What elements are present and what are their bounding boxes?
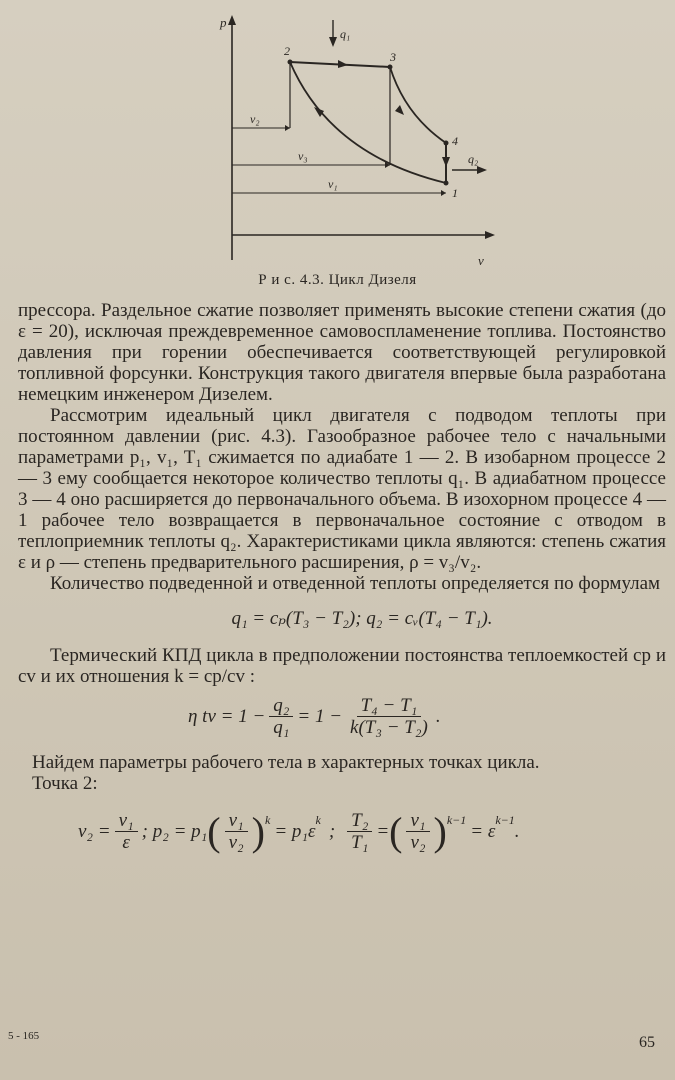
eps-result: = ε	[470, 821, 496, 842]
power-k-1-b: k−1	[495, 813, 515, 827]
t1-den: T₁	[351, 832, 369, 853]
point-4-dot	[444, 141, 449, 146]
equals: =	[376, 821, 390, 842]
q1-label: q₁	[340, 27, 351, 41]
paragraph-3: Количество подведенной и отведенной теплоты определяется по формулам	[50, 573, 661, 594]
point2-formula	[78, 810, 666, 853]
p1eps: = p₁ε	[274, 821, 316, 842]
v2-label: v₂	[250, 112, 260, 126]
point-4-label: 4	[452, 134, 458, 148]
q2-label: q₂	[468, 152, 479, 166]
signature-mark: 5 - 165	[8, 1030, 40, 1042]
open-paren: (	[207, 808, 221, 854]
paragraph-4: Термический КПД цикла в предположении постоянства теплоемкостей cp и cv и их отношения k = cp/cv :	[18, 645, 666, 687]
t2-num: T₂	[347, 810, 372, 832]
t-fraction	[346, 695, 432, 738]
arrow-4-1	[442, 157, 450, 167]
axis-v-label: v	[478, 253, 484, 268]
close-paren: )	[251, 808, 265, 854]
v2-den: v₂	[228, 832, 244, 853]
v3-label: v₃	[298, 149, 308, 163]
power-k-1: k−1	[446, 813, 467, 827]
q1-arrow-head	[329, 37, 337, 47]
v1-num: v₁	[115, 810, 138, 832]
v1-num-2: v₁	[225, 810, 248, 832]
q2-numerator: q₂	[269, 695, 293, 717]
t-numerator: T₄ − T₁	[357, 695, 422, 717]
v-axis-arrow	[485, 231, 495, 239]
axis-p-label: p	[220, 15, 227, 30]
paragraph-5: Найдем параметры рабочего тела в характерных точках цикла.	[32, 752, 540, 773]
eta-mid: = 1 −	[297, 706, 343, 727]
end-dot: .	[514, 821, 520, 842]
p-axis-arrow	[228, 15, 236, 25]
open-paren-2: (	[389, 808, 403, 854]
q2-arrow-head	[477, 166, 487, 174]
page-number: 65	[639, 1034, 655, 1051]
point-3-dot	[388, 65, 393, 70]
efficiency-formula	[188, 695, 666, 738]
v1-dim-arrow	[441, 190, 446, 196]
point-2-dot	[288, 60, 293, 65]
t-denominator: k(T₃ − T₂)	[350, 717, 428, 738]
q-fraction	[269, 695, 293, 738]
paragraph-2: Рассмотрим идеальный цикл двигателя с подводом теплоты при постоянном давлении (рис. 4.3). Газообразное рабочее тело с начальными параметрами p₁, v₁, T₁ сжимается по адиабате 1 — 2. В изобарном процессе 2 — 3 ему сообщается некоторое количество теплоты q₁. В адиабатном процессе 3 — 4 оно расширяется до первоначального объема. В изохорном процессе 4 — 1 рабочее тело возвращается в первоначальное состояние с отводом в теплоприемник теплоты q₂. Характеристиками цикла являются: степень сжатия ε и ρ — степень предварительного расширения, ρ = v₃/v₂.	[18, 405, 666, 573]
point-2-label: 2	[284, 44, 290, 58]
v2-eq: v₂ =	[78, 821, 111, 842]
v2-dim-arrow	[285, 125, 290, 131]
p2-eq: ; p₂ = p₁	[141, 821, 208, 842]
power-k: k	[264, 813, 271, 827]
v1-over-v2-2	[406, 810, 429, 853]
paragraph-1: прессора. Раздельное сжатие позволяет применять высокие степени сжатия (до ε = 20), исключая преждевременное самовоспламенение топлива. Постоянство давления при горении обеспечивается соответствующей регулировкой топливной форсунки. Конструкция такого двигателя впервые была разработана немецким инженером Дизелем.	[18, 300, 666, 405]
paragraph-6: Точка 2:	[32, 773, 98, 794]
v1-num-3: v₁	[406, 810, 429, 832]
semicolon: ;	[328, 821, 336, 842]
diesel-cycle-diagram	[190, 5, 510, 275]
point-3-label: 3	[390, 50, 396, 64]
body-text	[18, 300, 666, 853]
v1-over-eps	[115, 810, 138, 853]
adiabat-3-4	[390, 67, 446, 143]
arrow-3-4	[395, 105, 404, 115]
eta-end: .	[435, 706, 441, 727]
v2-den-2: v₂	[410, 832, 426, 853]
q1-denominator: q₁	[273, 717, 290, 738]
close-paren-2: )	[433, 808, 447, 854]
point-1-label: 1	[452, 186, 458, 200]
heat-formula: q₁ = cₚ(T₃ − T₂); q₂ = cᵥ(T₄ − T₁).	[231, 608, 493, 629]
figure-caption: Р и с. 4.3. Цикл Дизеля	[258, 272, 417, 288]
eta-lhs: η tv = 1 −	[188, 706, 266, 727]
v1-over-v2	[225, 810, 248, 853]
v1-label: v₁	[328, 177, 338, 191]
eps-den: ε	[122, 832, 130, 853]
point-1-dot	[444, 181, 449, 186]
t2-over-t1	[347, 810, 372, 853]
power-k-2: k	[315, 813, 321, 827]
